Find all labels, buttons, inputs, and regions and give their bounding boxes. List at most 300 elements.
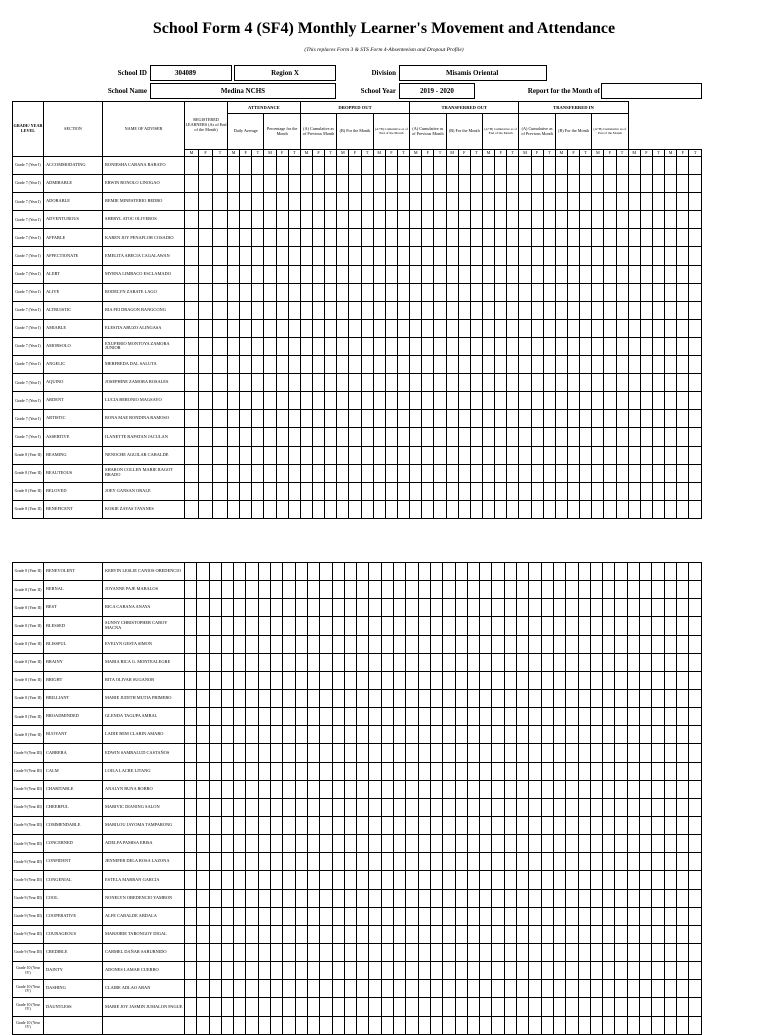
entry-cell[interactable] <box>385 247 397 265</box>
entry-cell[interactable] <box>555 337 567 355</box>
entry-cell[interactable] <box>295 853 307 871</box>
entry-cell[interactable] <box>578 816 590 834</box>
entry-cell[interactable] <box>519 337 531 355</box>
entry-cell[interactable] <box>234 744 246 762</box>
entry-cell[interactable] <box>252 337 264 355</box>
entry-cell[interactable] <box>467 816 479 834</box>
entry-cell[interactable] <box>434 446 446 464</box>
entry-cell[interactable] <box>541 816 553 834</box>
entry-cell[interactable] <box>418 925 430 943</box>
entry-cell[interactable] <box>320 889 332 907</box>
entry-cell[interactable] <box>361 337 373 355</box>
entry-cell[interactable] <box>541 889 553 907</box>
entry-cell[interactable] <box>615 871 627 889</box>
entry-cell[interactable] <box>252 301 264 319</box>
entry-cell[interactable] <box>616 193 628 211</box>
entry-cell[interactable] <box>264 283 276 301</box>
entry-cell[interactable] <box>495 229 507 247</box>
entry-cell[interactable] <box>603 871 615 889</box>
entry-cell[interactable] <box>357 671 369 689</box>
entry-cell[interactable] <box>628 319 640 337</box>
entry-cell[interactable] <box>480 998 492 1016</box>
entry-cell[interactable] <box>197 835 209 853</box>
entry-cell[interactable] <box>578 744 590 762</box>
entry-cell[interactable] <box>337 337 349 355</box>
entry-cell[interactable] <box>676 689 688 707</box>
entry-cell[interactable] <box>652 780 664 798</box>
entry-cell[interactable] <box>369 798 381 816</box>
entry-cell[interactable] <box>590 798 602 816</box>
entry-cell[interactable] <box>615 835 627 853</box>
entry-cell[interactable] <box>504 816 516 834</box>
entry-cell[interactable] <box>507 211 519 229</box>
entry-cell[interactable] <box>252 157 264 175</box>
entry-cell[interactable] <box>271 925 283 943</box>
entry-cell[interactable] <box>430 889 442 907</box>
entry-cell[interactable] <box>410 337 422 355</box>
entry-cell[interactable] <box>283 1016 295 1034</box>
entry-cell[interactable] <box>689 744 702 762</box>
entry-cell[interactable] <box>529 1016 541 1034</box>
entry-cell[interactable] <box>422 193 434 211</box>
entry-cell[interactable] <box>529 798 541 816</box>
entry-cell[interactable] <box>467 907 479 925</box>
entry-cell[interactable] <box>676 889 688 907</box>
entry-cell[interactable] <box>615 581 627 599</box>
entry-cell[interactable] <box>373 283 385 301</box>
entry-cell[interactable] <box>504 925 516 943</box>
entry-cell[interactable] <box>640 229 652 247</box>
entry-cell[interactable] <box>640 392 652 410</box>
entry-cell[interactable] <box>455 962 467 980</box>
entry-cell[interactable] <box>357 907 369 925</box>
entry-cell[interactable] <box>495 247 507 265</box>
entry-cell[interactable] <box>467 635 479 653</box>
entry-cell[interactable] <box>418 835 430 853</box>
entry-cell[interactable] <box>228 157 240 175</box>
entry-cell[interactable] <box>580 410 592 428</box>
entry-cell[interactable] <box>541 780 553 798</box>
entry-cell[interactable] <box>517 871 529 889</box>
entry-cell[interactable] <box>664 925 676 943</box>
entry-cell[interactable] <box>332 744 344 762</box>
entry-cell[interactable] <box>209 1016 221 1034</box>
entry-cell[interactable] <box>628 247 640 265</box>
entry-cell[interactable] <box>480 871 492 889</box>
entry-cell[interactable] <box>307 943 319 961</box>
entry-cell[interactable] <box>185 980 197 998</box>
entry-cell[interactable] <box>246 599 258 617</box>
entry-cell[interactable] <box>357 798 369 816</box>
entry-cell[interactable] <box>271 798 283 816</box>
entry-cell[interactable] <box>228 482 240 500</box>
entry-cell[interactable] <box>332 835 344 853</box>
entry-cell[interactable] <box>320 563 332 581</box>
entry-cell[interactable] <box>394 871 406 889</box>
entry-cell[interactable] <box>185 835 197 853</box>
entry-cell[interactable] <box>555 392 567 410</box>
entry-cell[interactable] <box>543 193 555 211</box>
entry-cell[interactable] <box>199 229 213 247</box>
entry-cell[interactable] <box>325 319 337 337</box>
entry-cell[interactable] <box>604 410 616 428</box>
entry-cell[interactable] <box>430 581 442 599</box>
entry-cell[interactable] <box>529 581 541 599</box>
entry-cell[interactable] <box>590 816 602 834</box>
entry-cell[interactable] <box>325 446 337 464</box>
entry-cell[interactable] <box>185 392 199 410</box>
entry-cell[interactable] <box>394 835 406 853</box>
entry-cell[interactable] <box>555 319 567 337</box>
entry-cell[interactable] <box>283 835 295 853</box>
entry-cell[interactable] <box>271 708 283 726</box>
entry-cell[interactable] <box>443 925 455 943</box>
entry-cell[interactable] <box>529 780 541 798</box>
entry-cell[interactable] <box>531 500 543 518</box>
entry-cell[interactable] <box>615 599 627 617</box>
entry-cell[interactable] <box>541 671 553 689</box>
entry-cell[interactable] <box>320 871 332 889</box>
entry-cell[interactable] <box>307 708 319 726</box>
entry-cell[interactable] <box>406 689 418 707</box>
entry-cell[interactable] <box>422 428 434 446</box>
entry-cell[interactable] <box>492 689 504 707</box>
entry-cell[interactable] <box>689 980 702 998</box>
entry-cell[interactable] <box>381 835 393 853</box>
entry-cell[interactable] <box>604 356 616 374</box>
entry-cell[interactable] <box>332 726 344 744</box>
entry-cell[interactable] <box>246 798 258 816</box>
entry-cell[interactable] <box>313 157 325 175</box>
entry-cell[interactable] <box>627 563 639 581</box>
entry-cell[interactable] <box>517 943 529 961</box>
entry-cell[interactable] <box>639 617 651 635</box>
entry-cell[interactable] <box>307 1016 319 1034</box>
entry-cell[interactable] <box>240 193 252 211</box>
entry-cell[interactable] <box>555 301 567 319</box>
entry-cell[interactable] <box>258 581 270 599</box>
entry-cell[interactable] <box>531 464 543 482</box>
entry-cell[interactable] <box>443 617 455 635</box>
entry-cell[interactable] <box>567 337 579 355</box>
entry-cell[interactable] <box>492 726 504 744</box>
entry-cell[interactable] <box>252 319 264 337</box>
entry-cell[interactable] <box>397 464 409 482</box>
entry-cell[interactable] <box>578 943 590 961</box>
entry-cell[interactable] <box>615 998 627 1016</box>
entry-cell[interactable] <box>369 599 381 617</box>
entry-cell[interactable] <box>406 726 418 744</box>
entry-cell[interactable] <box>213 500 228 518</box>
entry-cell[interactable] <box>246 853 258 871</box>
entry-cell[interactable] <box>410 229 422 247</box>
entry-cell[interactable] <box>240 319 252 337</box>
entry-cell[interactable] <box>504 581 516 599</box>
entry-cell[interactable] <box>652 635 664 653</box>
entry-cell[interactable] <box>652 998 664 1016</box>
entry-cell[interactable] <box>199 374 213 392</box>
entry-cell[interactable] <box>373 337 385 355</box>
entry-cell[interactable] <box>689 726 702 744</box>
entry-cell[interactable] <box>246 962 258 980</box>
entry-cell[interactable] <box>325 482 337 500</box>
entry-cell[interactable] <box>337 482 349 500</box>
entry-cell[interactable] <box>467 871 479 889</box>
entry-cell[interactable] <box>603 671 615 689</box>
entry-cell[interactable] <box>406 998 418 1016</box>
entry-cell[interactable] <box>283 816 295 834</box>
entry-cell[interactable] <box>529 563 541 581</box>
entry-cell[interactable] <box>288 193 300 211</box>
entry-cell[interactable] <box>276 410 288 428</box>
entry-cell[interactable] <box>300 428 312 446</box>
entry-cell[interactable] <box>652 464 664 482</box>
entry-cell[interactable] <box>555 464 567 482</box>
entry-cell[interactable] <box>295 780 307 798</box>
entry-cell[interactable] <box>361 446 373 464</box>
entry-cell[interactable] <box>507 428 519 446</box>
entry-cell[interactable] <box>507 446 519 464</box>
entry-cell[interactable] <box>482 283 494 301</box>
entry-cell[interactable] <box>480 907 492 925</box>
entry-cell[interactable] <box>467 581 479 599</box>
entry-cell[interactable] <box>592 319 604 337</box>
entry-cell[interactable] <box>199 193 213 211</box>
entry-cell[interactable] <box>455 708 467 726</box>
entry-cell[interactable] <box>199 410 213 428</box>
entry-cell[interactable] <box>603 998 615 1016</box>
entry-cell[interactable] <box>344 962 356 980</box>
entry-cell[interactable] <box>676 563 688 581</box>
entry-cell[interactable] <box>300 283 312 301</box>
entry-cell[interactable] <box>320 980 332 998</box>
entry-cell[interactable] <box>369 726 381 744</box>
entry-cell[interactable] <box>590 689 602 707</box>
entry-cell[interactable] <box>410 500 422 518</box>
division-field[interactable]: Misamis Oriental <box>399 65 547 81</box>
entry-cell[interactable] <box>443 871 455 889</box>
entry-cell[interactable] <box>209 998 221 1016</box>
entry-cell[interactable] <box>639 726 651 744</box>
entry-cell[interactable] <box>555 265 567 283</box>
entry-cell[interactable] <box>616 319 628 337</box>
entry-cell[interactable] <box>616 410 628 428</box>
entry-cell[interactable] <box>320 744 332 762</box>
entry-cell[interactable] <box>276 265 288 283</box>
entry-cell[interactable] <box>258 762 270 780</box>
entry-cell[interactable] <box>369 816 381 834</box>
entry-cell[interactable] <box>495 319 507 337</box>
entry-cell[interactable] <box>640 157 652 175</box>
entry-cell[interactable] <box>458 283 470 301</box>
entry-cell[interactable] <box>495 464 507 482</box>
entry-cell[interactable] <box>467 925 479 943</box>
entry-cell[interactable] <box>258 925 270 943</box>
entry-cell[interactable] <box>185 175 199 193</box>
entry-cell[interactable] <box>295 689 307 707</box>
entry-cell[interactable] <box>394 617 406 635</box>
entry-cell[interactable] <box>543 464 555 482</box>
entry-cell[interactable] <box>665 157 677 175</box>
entry-cell[interactable] <box>531 283 543 301</box>
entry-cell[interactable] <box>325 500 337 518</box>
entry-cell[interactable] <box>349 410 361 428</box>
entry-cell[interactable] <box>652 581 664 599</box>
entry-cell[interactable] <box>455 889 467 907</box>
entry-cell[interactable] <box>228 500 240 518</box>
entry-cell[interactable] <box>397 157 409 175</box>
entry-cell[interactable] <box>578 635 590 653</box>
entry-cell[interactable] <box>529 980 541 998</box>
entry-cell[interactable] <box>295 835 307 853</box>
entry-cell[interactable] <box>677 410 689 428</box>
entry-cell[interactable] <box>344 708 356 726</box>
entry-cell[interactable] <box>288 500 300 518</box>
entry-cell[interactable] <box>295 889 307 907</box>
entry-cell[interactable] <box>264 392 276 410</box>
entry-cell[interactable] <box>603 835 615 853</box>
entry-cell[interactable] <box>397 229 409 247</box>
entry-cell[interactable] <box>639 689 651 707</box>
entry-cell[interactable] <box>406 943 418 961</box>
entry-cell[interactable] <box>541 581 553 599</box>
entry-cell[interactable] <box>467 889 479 907</box>
entry-cell[interactable] <box>320 617 332 635</box>
entry-cell[interactable] <box>422 392 434 410</box>
entry-cell[interactable] <box>553 998 565 1016</box>
entry-cell[interactable] <box>689 392 702 410</box>
entry-cell[interactable] <box>221 653 233 671</box>
entry-cell[interactable] <box>240 337 252 355</box>
entry-cell[interactable] <box>276 428 288 446</box>
entry-cell[interactable] <box>357 689 369 707</box>
entry-cell[interactable] <box>381 653 393 671</box>
entry-cell[interactable] <box>689 835 702 853</box>
entry-cell[interactable] <box>640 193 652 211</box>
entry-cell[interactable] <box>470 211 482 229</box>
entry-cell[interactable] <box>434 283 446 301</box>
entry-cell[interactable] <box>307 635 319 653</box>
entry-cell[interactable] <box>529 943 541 961</box>
entry-cell[interactable] <box>307 581 319 599</box>
entry-cell[interactable] <box>410 247 422 265</box>
entry-cell[interactable] <box>639 671 651 689</box>
entry-cell[interactable] <box>349 392 361 410</box>
entry-cell[interactable] <box>357 617 369 635</box>
entry-cell[interactable] <box>590 871 602 889</box>
entry-cell[interactable] <box>369 762 381 780</box>
entry-cell[interactable] <box>677 374 689 392</box>
entry-cell[interactable] <box>480 835 492 853</box>
entry-cell[interactable] <box>221 780 233 798</box>
entry-cell[interactable] <box>418 798 430 816</box>
entry-cell[interactable] <box>553 689 565 707</box>
entry-cell[interactable] <box>665 301 677 319</box>
entry-cell[interactable] <box>197 708 209 726</box>
entry-cell[interactable] <box>543 247 555 265</box>
entry-cell[interactable] <box>406 980 418 998</box>
entry-cell[interactable] <box>590 943 602 961</box>
entry-cell[interactable] <box>430 1016 442 1034</box>
entry-cell[interactable] <box>627 653 639 671</box>
entry-cell[interactable] <box>185 356 199 374</box>
entry-cell[interactable] <box>616 265 628 283</box>
entry-cell[interactable] <box>492 671 504 689</box>
entry-cell[interactable] <box>418 962 430 980</box>
entry-cell[interactable] <box>234 925 246 943</box>
entry-cell[interactable] <box>689 853 702 871</box>
entry-cell[interactable] <box>422 482 434 500</box>
entry-cell[interactable] <box>264 247 276 265</box>
entry-cell[interactable] <box>689 708 702 726</box>
entry-cell[interactable] <box>517 726 529 744</box>
entry-cell[interactable] <box>209 726 221 744</box>
entry-cell[interactable] <box>258 617 270 635</box>
entry-cell[interactable] <box>209 581 221 599</box>
entry-cell[interactable] <box>639 635 651 653</box>
entry-cell[interactable] <box>443 726 455 744</box>
entry-cell[interactable] <box>676 907 688 925</box>
entry-cell[interactable] <box>480 816 492 834</box>
entry-cell[interactable] <box>553 671 565 689</box>
entry-cell[interactable] <box>385 446 397 464</box>
entry-cell[interactable] <box>652 943 664 961</box>
entry-cell[interactable] <box>676 780 688 798</box>
entry-cell[interactable] <box>652 319 664 337</box>
entry-cell[interactable] <box>555 247 567 265</box>
entry-cell[interactable] <box>531 337 543 355</box>
entry-cell[interactable] <box>603 617 615 635</box>
entry-cell[interactable] <box>344 689 356 707</box>
entry-cell[interactable] <box>531 229 543 247</box>
entry-cell[interactable] <box>213 319 228 337</box>
entry-cell[interactable] <box>381 726 393 744</box>
entry-cell[interactable] <box>307 980 319 998</box>
entry-cell[interactable] <box>221 907 233 925</box>
entry-cell[interactable] <box>418 726 430 744</box>
entry-cell[interactable] <box>446 428 458 446</box>
entry-cell[interactable] <box>628 392 640 410</box>
entry-cell[interactable] <box>639 962 651 980</box>
entry-cell[interactable] <box>676 798 688 816</box>
entry-cell[interactable] <box>689 907 702 925</box>
entry-cell[interactable] <box>455 581 467 599</box>
entry-cell[interactable] <box>555 446 567 464</box>
entry-cell[interactable] <box>300 265 312 283</box>
entry-cell[interactable] <box>652 356 664 374</box>
entry-cell[interactable] <box>332 889 344 907</box>
entry-cell[interactable] <box>566 563 578 581</box>
entry-cell[interactable] <box>295 708 307 726</box>
entry-cell[interactable] <box>603 708 615 726</box>
entry-cell[interactable] <box>541 1016 553 1034</box>
entry-cell[interactable] <box>264 319 276 337</box>
entry-cell[interactable] <box>320 635 332 653</box>
entry-cell[interactable] <box>492 635 504 653</box>
entry-cell[interactable] <box>627 798 639 816</box>
entry-cell[interactable] <box>504 617 516 635</box>
entry-cell[interactable] <box>320 835 332 853</box>
entry-cell[interactable] <box>580 157 592 175</box>
entry-cell[interactable] <box>603 853 615 871</box>
entry-cell[interactable] <box>357 744 369 762</box>
entry-cell[interactable] <box>361 464 373 482</box>
entry-cell[interactable] <box>258 962 270 980</box>
entry-cell[interactable] <box>264 265 276 283</box>
entry-cell[interactable] <box>283 689 295 707</box>
entry-cell[interactable] <box>480 780 492 798</box>
entry-cell[interactable] <box>492 599 504 617</box>
